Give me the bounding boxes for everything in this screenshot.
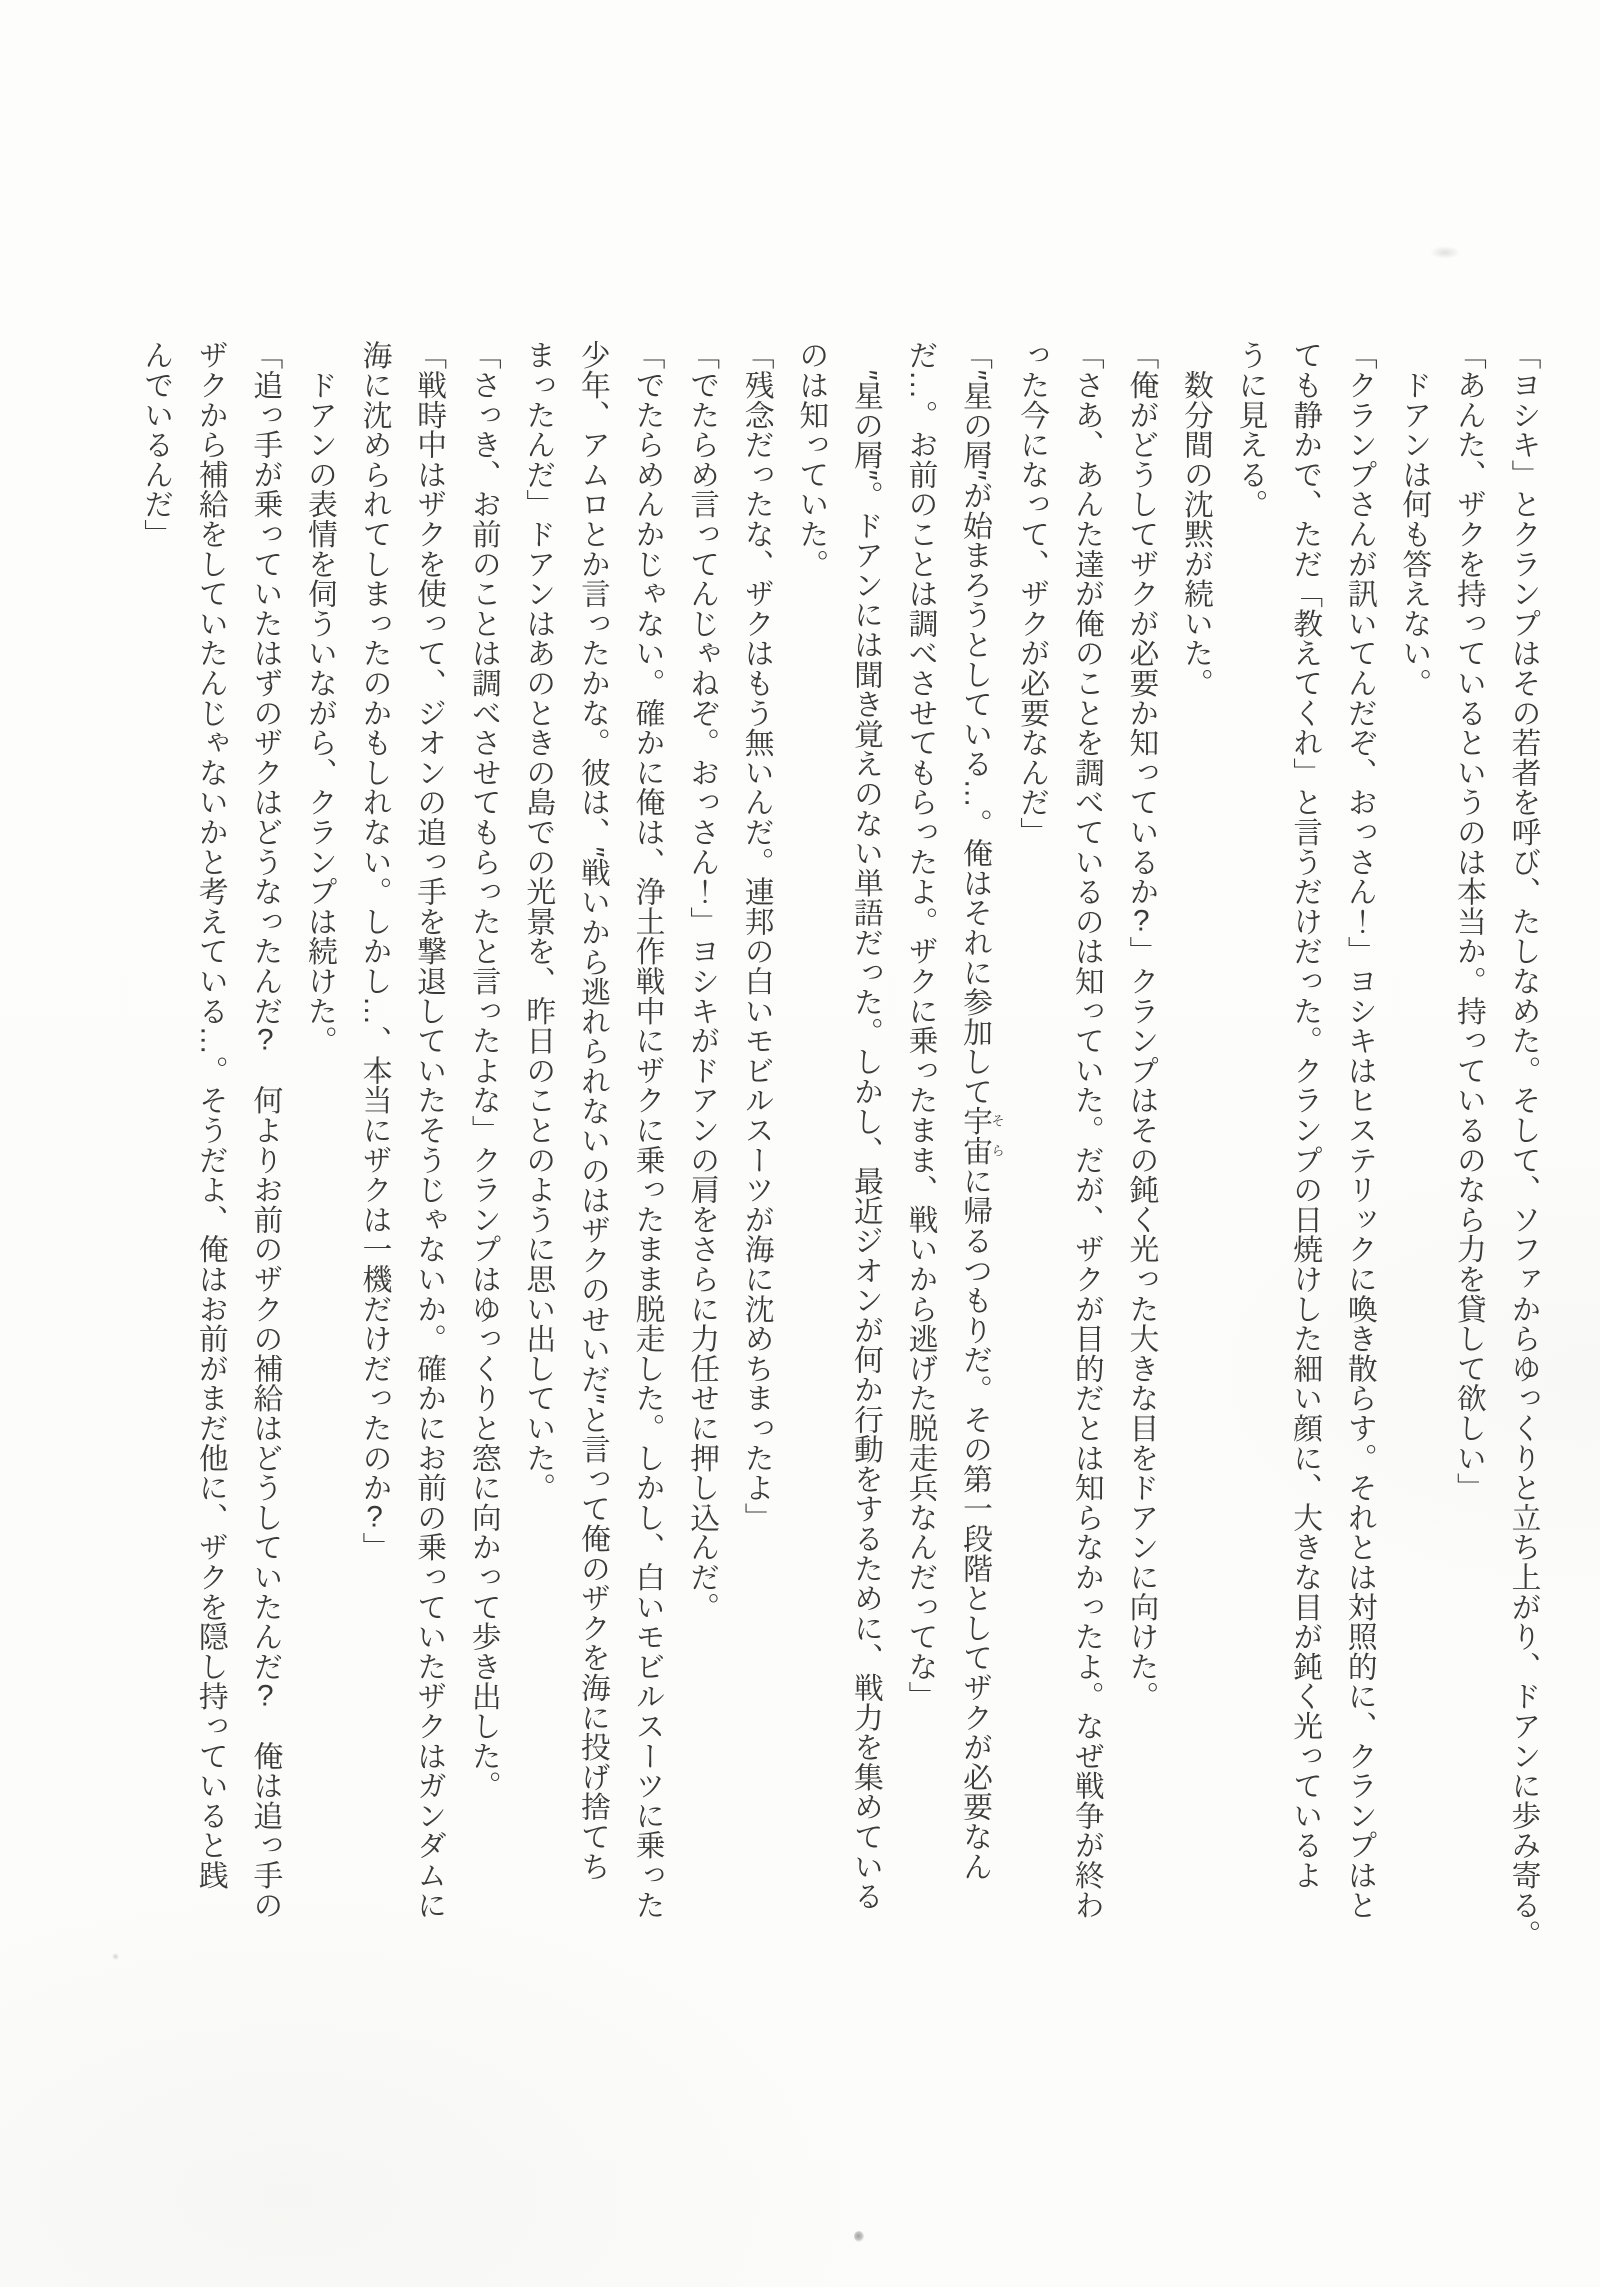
scan-smudge: [1430, 246, 1460, 259]
text-column: まったんだ」ドアンはあのときの島での光景を、昨日のことのように思い出していた。: [521, 340, 555, 1503]
text-column: ドアンの表情を伺ういながら、クランプは続けた。: [303, 340, 337, 1056]
text-column: 「さっき、お前のことは調べさせてもらったと言ったよな」クランプはゆっくりと窓に向かって歩き出した。: [467, 340, 501, 1801]
text-column: 「俺がどうしてザクが必要か知っているか?」クランプはその鈍く光った大きな目をドアンに向けた。: [1124, 340, 1158, 1711]
vertical-text-block: [130, 340, 1550, 1975]
scan-speckle: [112, 1953, 119, 1960]
text-column: のは知っていた。: [794, 340, 828, 579]
text-column: 海に沈められてしまったのかもしれない。しかし…、本当にザクは一機だけだったのか?」: [358, 340, 392, 1562]
text-column: 「ヨシキ」とクランプはその若者を呼び、たしなめた。そして、ソファからゆっくりと立ち上がり、ドアンに歩み寄る。: [1507, 340, 1540, 1950]
upright-question-mark: ?: [257, 1025, 274, 1056]
text-column: った今になって、ザクが必要なんだ」: [1015, 340, 1049, 847]
text-column: 「戦時中はザクを使って、ジオンの追っ手を撃退していたそうじゃないか。確かにお前の乗っていたザクはガンダムに: [412, 340, 446, 1920]
text-column: 「でたらめ言ってんじゃねぞ。おっさん！」ヨシキがドアンの肩をさらに力任せに押し込んだ。: [685, 340, 719, 1622]
text-column: 「追っ手が乗っていたはずのザクはどうなったんだ? 何よりお前のザクの補給はどうしていたんだ? 俺は追っ手の: [248, 340, 282, 1920]
text-column: ても静かで、ただ「教えてくれ」と言うだけだった。クランプの日焼けした細い顔に、大きな目が鈍く光っているよ: [1288, 340, 1322, 1890]
text-column: うに見える。: [1234, 340, 1268, 519]
text-column: 「さあ、あんた達が俺のことを調べているのは知っていた。だが、ザクが目的だとは知らなかったよ。なぜ戦争が終わ: [1070, 340, 1104, 1920]
text-column: んでいるんだ」: [139, 340, 173, 549]
furigana-ruby: 宇宙そら: [958, 1106, 1005, 1166]
upright-question-mark: ?: [1133, 906, 1150, 936]
text-column: ドアンは何も答えない。: [1397, 340, 1431, 698]
upright-question-mark: ?: [366, 1502, 383, 1532]
text-column: 「でたらめんかじゃない。確かに俺は、浄土作戦中にザクに乗ったまま脱走した。しかし、白いモビルスーツに乗った: [631, 340, 664, 1920]
text-column: 少年、アムロとか言ったかな。彼は、″戦いから逃れられないのはザクのせいだ″と言って俺のザクを海に投げ捨てち: [576, 340, 610, 1881]
text-column: 「クランプさんが訊いてんだぞ、おっさん！」ヨシキはヒステリックに喚き散らす。それとは対照的に、クランプはと: [1343, 340, 1377, 1920]
upright-question-mark: ?: [257, 1681, 274, 1711]
text-column: 「あんた、ザクを持っているというのは本当か。持っているのなら力を貸して欲しい」: [1452, 340, 1486, 1503]
text-column: だ…。お前のことは調べさせてもらったよ。ザクに乗ったまま、戦いから逃げた脱走兵なんだってな」: [903, 340, 937, 1711]
text-column: 「残念だったな、ザクはもう無いんだ。連邦の白いモビルスーツが海に沈めちまったよ」: [740, 340, 774, 1532]
text-column: ″星の屑″。ドアンには聞き覚えのない単語だった。しかし、最近ジオンが何か行動をするために、戦力を集めている: [849, 340, 883, 1911]
scan-speckle: [854, 2231, 864, 2242]
text-column: 「″星の屑″が始まろうとしている…。俺はそれに参加して宇宙そらに帰るつもりだ。その第一段階としてザクが必要なん: [958, 340, 1005, 1881]
text-column: 数分間の沈黙が続いた。: [1179, 340, 1213, 698]
text-column: ザクから補給をしていたんじゃないかと考えている…。そうだよ、俺はお前がまだ他に、ザクを隠し持っていると践: [194, 340, 228, 1890]
